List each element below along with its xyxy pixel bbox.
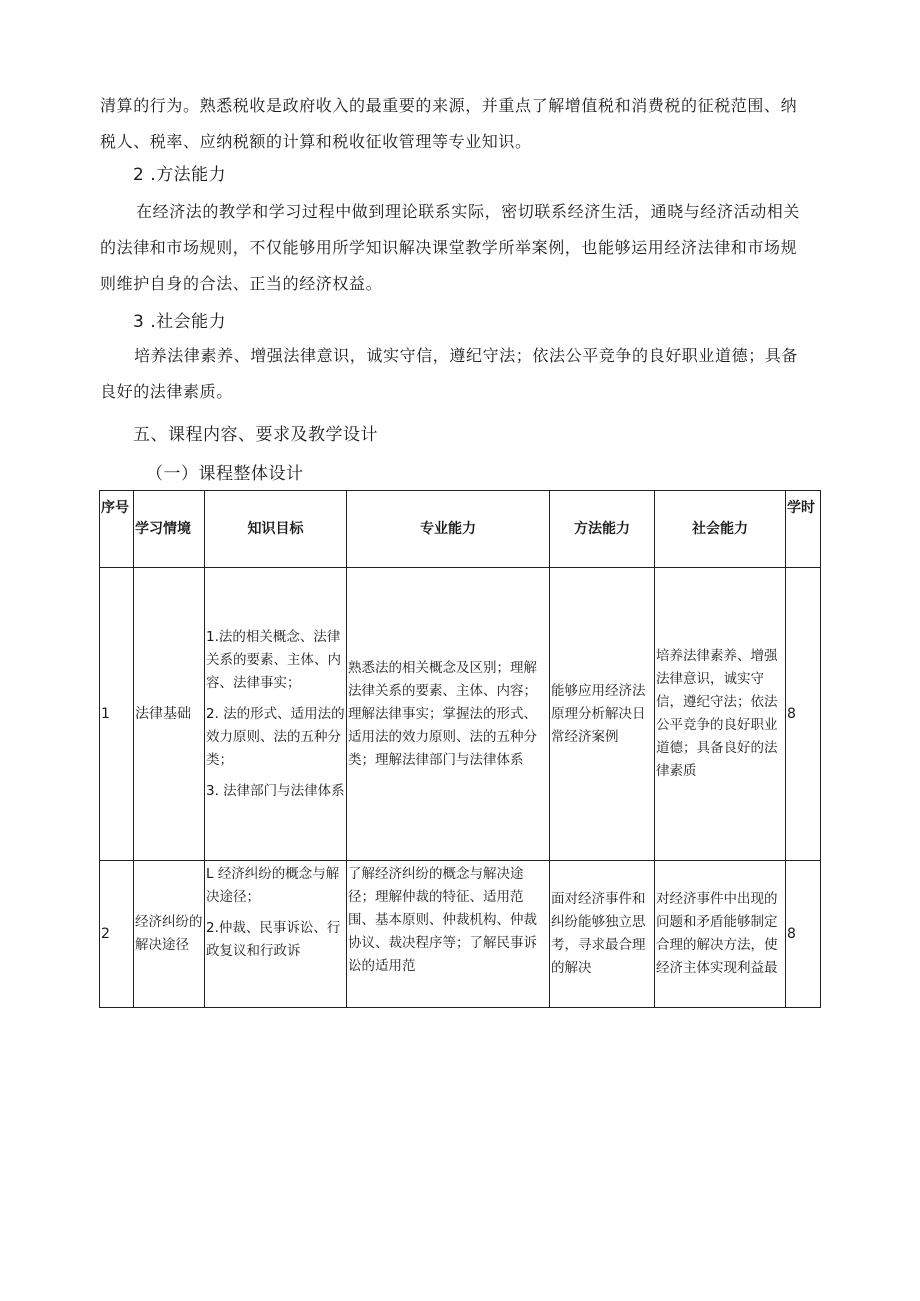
method-line-2: 的法律和市场规则，不仅能够用所学知识解决课堂教学所举案例，也能够运用经济法律和市场规: [100, 238, 798, 257]
intro-paragraph: [100, 88, 822, 160]
knowledge-item: 3. 法律部门与法律体系: [206, 782, 345, 799]
knowledge-item: 2.仲裁、民事诉讼、行政复议和行政诉: [206, 920, 341, 959]
row-index: 2: [100, 861, 134, 1008]
header-context: 学习情境: [134, 491, 205, 568]
social-ability-paragraph: [100, 338, 822, 410]
header-index: 序号: [100, 491, 134, 568]
row-social: 培养法律素养、增强法律意识，诚实守信，遵纪守法；依法公平竞争的良好职业道德；具备良好的法律素质: [655, 568, 786, 861]
row-social: 对经济事件中出现的问题和矛盾能够制定合理的解决方法，使经济主体实现利益最: [655, 861, 786, 1008]
row-knowledge: [205, 861, 347, 1008]
row-index: 1: [100, 568, 134, 861]
row-hours: 8: [786, 568, 821, 861]
row-context: 经济纠纷的解决途径: [134, 861, 205, 1008]
header-social: 社会能力: [655, 491, 786, 568]
method-line-3: 则维护自身的合法、正当的经济权益。: [100, 274, 383, 293]
header-knowledge: 知识目标: [205, 491, 347, 568]
social-line-2: 良好的法律素质。: [100, 382, 233, 401]
knowledge-item: 1.法的相关概念、法律关系的要素、主体、内容、法律事实；: [206, 628, 341, 691]
method-line-1: 在经济法的教学和学习过程中做到理论联系实际，密切联系经济生活，通晓与经济活动相关: [136, 202, 801, 221]
intro-line-2: 税人、税率、应纳税额的计算和税收征收管理等专业知识。: [100, 132, 532, 151]
row-hours: 8: [786, 861, 821, 1008]
knowledge-item: 2. 法的形式、适用法的效力原则、法的五种分类；: [206, 705, 345, 768]
method-ability-paragraph: [100, 194, 822, 302]
row-professional: 了解经济纠纷的概念与解决途径；理解仲裁的特征、适用范围、基本原则、仲裁机构、仲裁协议、裁决程序等；了解民事诉讼的适用范: [347, 861, 550, 1008]
table-row: [100, 568, 821, 861]
row-professional: 熟悉法的相关概念及区别；理解法律关系的要素、主体、内容；理解法律事实；掌握法的形式、适用法的效力原则、法的五种分类；理解法律部门与法律体系: [347, 568, 550, 861]
social-ability-heading: 3 .社会能力: [133, 312, 227, 332]
section-heading: 五、课程内容、要求及教学设计: [133, 425, 378, 445]
row-method: 面对经济事件和纠纷能够独立思考，寻求最合理的解决: [550, 861, 655, 1008]
row-method: 能够应用经济法原理分析解决日常经济案例: [550, 568, 655, 861]
course-design-table: [99, 490, 821, 1008]
intro-line-1: 清算的行为。熟悉税收是政府收入的最重要的来源，并重点了解增值税和消费税的征税范围、纳: [100, 96, 798, 115]
row-context: 法律基础: [134, 568, 205, 861]
method-ability-heading: 2 .方法能力: [133, 165, 227, 185]
table-row: [100, 861, 821, 1008]
header-professional: 专业能力: [347, 491, 550, 568]
knowledge-item: L 经济纠纷的概念与解决途径；: [206, 866, 340, 905]
table-header-row: [100, 491, 821, 568]
social-line-1: 培养法律素养、增强法律意识，诚实守信，遵纪守法；依法公平竞争的良好职业道德；具备: [134, 346, 799, 365]
header-method: 方法能力: [550, 491, 655, 568]
row-knowledge: [205, 568, 347, 861]
subsection-heading: （一）课程整体设计: [146, 464, 304, 484]
header-hours: 学时: [786, 491, 821, 568]
